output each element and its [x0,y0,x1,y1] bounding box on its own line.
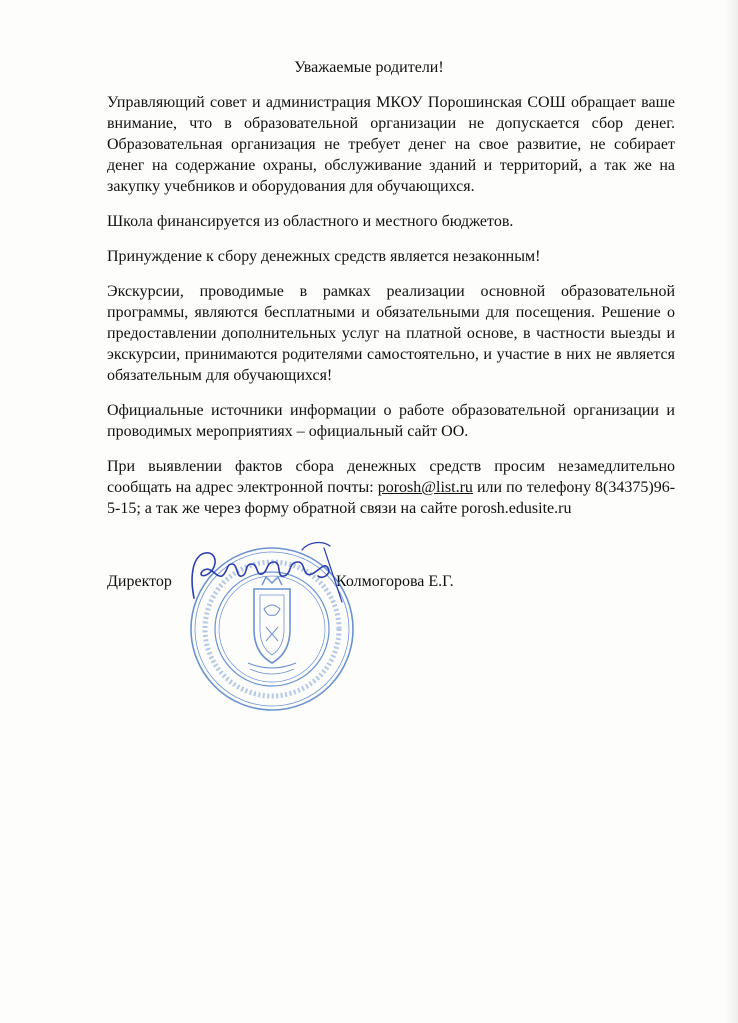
paragraph-official-sources: Официальные источники информации о работе образовательной организации и проводимых мероприятиях – официальный сайт ОО. [107,402,675,440]
handwritten-signature [172,538,352,608]
signature-name: Колмогорова Е.Г. [336,573,454,590]
paragraph-financing: Школа финансируется из областного и местного бюджетов. [107,213,514,230]
letter-body [107,92,675,533]
email-link[interactable]: porosh@list.ru [377,479,473,496]
paragraph-council: Управляющий совет и администрация МКОУ Порошинская СОШ обращает ваше внимание, что в образовательной организации не допускается сбор денег. Образовательная организация не требует денег на свое развитие, не собирает денег на содержание охраны, обслуживание зданий и территорий, а так же на закупку учебников и оборудования для обучающихся. [107,94,675,195]
contact-lead: При выявлении фактов сбора денежных средств просим незамедлительно сообщать на адрес электронной почты: [107,458,675,496]
letter-title: Уважаемые родители! [294,59,444,76]
paragraph-contact [107,456,675,519]
contact-phone: или по телефону 8(34375)96-5-15; а так же через форму обратной связи на сайте [107,479,676,517]
signature-title: Директор [107,573,172,590]
paragraph-coercion: Принуждение к сбору денежных средств является незаконным! [107,248,541,265]
paragraph-excursions: Экскурсии, проводимые в рамках реализации основной образовательной программы, являются бесплатными и обязательными для посещения. Решение о предоставлении дополнительных услуг на платной основе, в частности выезды и экскурсии, принимаются родителями самостоятельно, и участие в них не является обязательным для обучающихся! [107,283,675,384]
page-edge-shadow [724,0,738,1023]
contact-site[interactable]: porosh.edusite.ru [461,500,572,517]
